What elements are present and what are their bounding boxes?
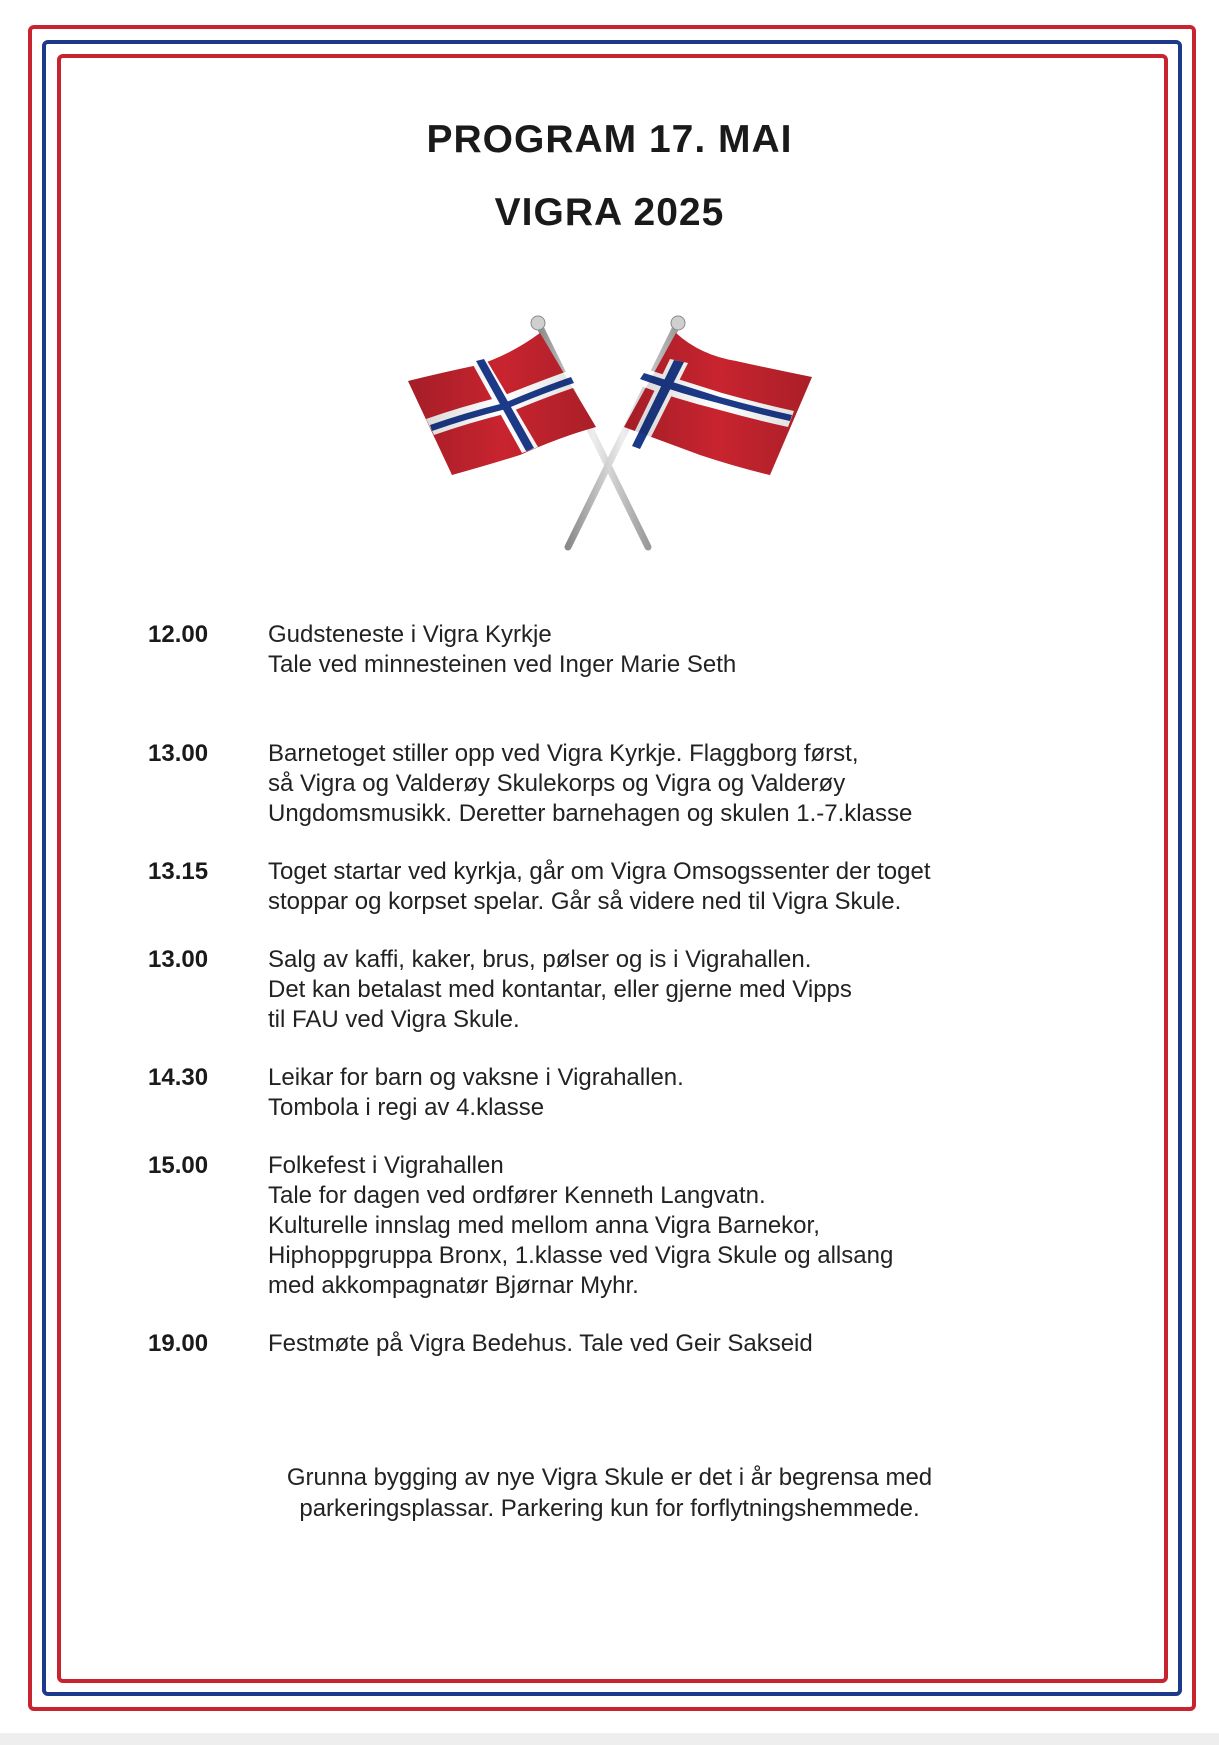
- description-line: Gudsteneste i Vigra Kyrkje: [268, 621, 552, 648]
- parking-notice: [0, 1462, 1219, 1524]
- program-time: 12.00: [148, 621, 209, 648]
- description-line: Tale for dagen ved ordfører Kenneth Langvatn.: [268, 1182, 766, 1209]
- description-line: stoppar og korpset spelar. Går så videre ned til Vigra Skule.: [268, 888, 902, 915]
- program-time: 13.00: [148, 740, 209, 767]
- description-line: Hiphoppgruppa Bronx, 1.klasse ved Vigra Skule og allsang: [268, 1242, 894, 1269]
- program-entry: [148, 857, 1088, 917]
- description-line: Salg av kaffi, kaker, brus, pølser og is i Vigrahallen.: [268, 946, 812, 973]
- program-entry: [148, 1063, 1088, 1123]
- description-line: så Vigra og Valderøy Skulekorps og Vigra og Valderøy: [268, 770, 846, 797]
- program-time: 15.00: [148, 1152, 209, 1179]
- description-line: Tombola i regi av 4.klasse: [268, 1094, 545, 1121]
- program-description: [268, 1329, 1088, 1359]
- program-time: 13.00: [148, 946, 209, 973]
- program-entry: [148, 1329, 1088, 1359]
- program-entry: [148, 739, 1088, 829]
- program-entry: [148, 1151, 1088, 1301]
- left-flag: [408, 333, 596, 475]
- program-entry: [148, 945, 1088, 1035]
- page-title: PROGRAM 17. MAI: [426, 118, 793, 161]
- description-line: Festmøte på Vigra Bedehus. Tale ved Geir Sakseid: [268, 1330, 813, 1357]
- program-description: [268, 945, 1088, 1035]
- program-description: [268, 1063, 1088, 1123]
- program-time: 19.00: [148, 1330, 209, 1357]
- program-time: 14.30: [148, 1064, 209, 1091]
- description-line: med akkompagnatør Bjørnar Myhr.: [268, 1272, 639, 1299]
- program-time: 13.15: [148, 858, 209, 885]
- description-line: Kulturelle innslag med mellom anna Vigra Barnekor,: [268, 1212, 820, 1239]
- description-line: Det kan betalast med kontantar, eller gjerne med Vipps: [268, 976, 852, 1003]
- description-line: Tale ved minnesteinen ved Inger Marie Seth: [268, 651, 737, 678]
- page-subtitle: VIGRA 2025: [494, 191, 725, 234]
- description-line: til FAU ved Vigra Skule.: [268, 1006, 520, 1033]
- program-entry: [148, 620, 1088, 680]
- description-line: Ungdomsmusikk. Deretter barnehagen og skulen 1.-7.klasse: [268, 800, 913, 827]
- program-description: [268, 1151, 1088, 1301]
- description-line: Toget startar ved kyrkja, går om Vigra Omsogssenter der toget: [268, 858, 931, 885]
- crossed-norwegian-flags-icon: [400, 315, 820, 555]
- description-line: Folkefest i Vigrahallen: [268, 1152, 504, 1179]
- description-line: Barnetoget stiller opp ved Vigra Kyrkje. Flaggborg først,: [268, 740, 859, 767]
- program-list: [148, 620, 1088, 1359]
- program-description: [268, 620, 1088, 680]
- notice-line: parkeringsplassar. Parkering kun for forflytningshemmede.: [299, 1495, 920, 1522]
- notice-line: Grunna bygging av nye Vigra Skule er det i år begrensa med: [286, 1464, 933, 1491]
- program-description: [268, 857, 1088, 917]
- program-description: [268, 739, 1088, 829]
- bottom-strip: [0, 1733, 1219, 1745]
- right-flag: [624, 333, 812, 475]
- description-line: Leikar for barn og vaksne i Vigrahallen.: [268, 1064, 684, 1091]
